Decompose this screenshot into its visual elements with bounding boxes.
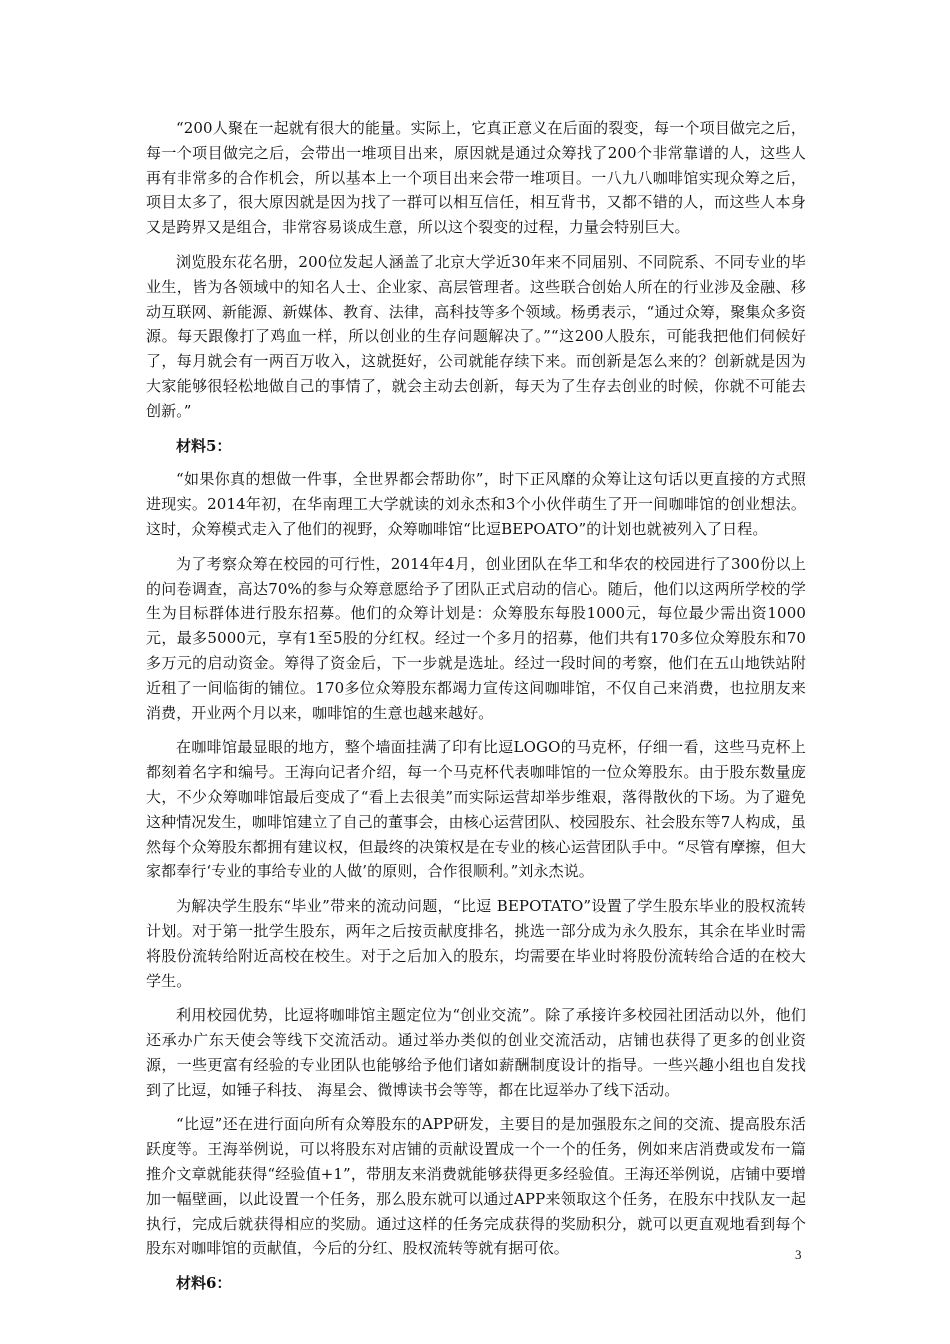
paragraph: 为解决学生股东“毕业”带来的流动问题，“比逗 BEPOTATO”设置了学生股东毕业的股权流转计划。对于第一批学生股东，两年之后按贡献度排名，挑选一部分成为永久股东，其余在毕业时需将股份流转给附近高校在校生。对于之后加入的股东，均需要在毕业时将股份流转给合适的在校大学生。	[146, 897, 806, 990]
paragraph: 利用校园优势，比逗将咖啡馆主题定位为“创业交流”。除了承接许多校园社团活动以外，他们还承办广东天使会等线下交流活动。通过举办类似的创业交流活动，店铺也获得了更多的创业资源，一些更富有经验的专业团队也能够给予他们诸如薪酬制度设计的指导。一些兴趣小组也自发找到了比逗，如锤子科技、 海星会、微博读书会等等，都在比逗举办了线下活动。	[146, 1006, 806, 1099]
document-body	[146, 116, 806, 1305]
page-number: 3	[795, 1247, 802, 1262]
paragraph: “比逗”还在进行面向所有众筹股东的APP研发，主要目的是加强股东之间的交流、提高股东活跃度等。王海举例说，可以将股东对店铺的贡献设置成一个一个的任务，例如来店消费或发布一篇推介文章就能获得“经验值+1”，带朋友来消费就能够获得更多经验值。王海还举例说，店铺中要增加一幅壁画，以此设置一个任务，那么股东就可以通过APP来领取这个任务，在股东中找队友一起执行，完成后就获得相应的奖励。通过这样的任务完成获得的奖励积分，就可以更直观地看到每个股东对咖啡馆的贡献值，今后的分红、股权流转等就有据可依。	[146, 1115, 806, 1258]
section-heading: 材料6：	[176, 1274, 232, 1293]
paragraph: “如果你真的想做一件事，全世界都会帮助你”，时下正风靡的众筹让这句话以更直接的方式照进现实。2014年初，在华南理工大学就读的刘永杰和3个小伙伴萌生了开一间咖啡馆的创业想法。这时，众筹模式走入了他们的视野，众筹咖啡馆“比逗BEPOATO”的计划也就被列入了日程。	[146, 470, 806, 538]
paragraph: 浏览股东花名册，200位发起人涵盖了北京大学近30年来不同届别、不同院系、不同专业的毕业生，皆为各领域中的知名人士、企业家、高层管理者。这些联合创始人所在的行业涉及金融、移动互联网、新能源、新媒体、教育、法律，高科技等多个领域。杨勇表示，“通过众筹，聚集众多资源。每天跟像打了鸡血一样，所以创业的生存问题解决了。”“这200人股东，可能我把他们伺候好了，每月就会有一两百万收入，这就挺好，公司就能存续下来。而创新是怎么来的？创新就是因为大家能够很轻松地做自己的事情了，就会主动去创新，每天为了生存去创业的时候，你就不可能去创新。”	[146, 252, 806, 420]
section-heading: 材料5：	[176, 436, 232, 455]
paragraph: “200人聚在一起就有很大的能量。实际上，它真正意义在后面的裂变，每一个项目做完之后，每一个项目做完之后，会带出一堆项目出来，原因就是通过众筹找了200个非常靠谱的人，这些人再有非常多的合作机会，所以基本上一个项目出来会带一堆项目。一八九八咖啡馆实现众筹之后，项目太多了，很大原因就是因为找了一群可以相互信任，相互背书，又都不错的人，而这些人本身又是跨界又是组合，非常容易谈成生意，所以这个裂变的过程，力量会特别巨大。	[146, 119, 806, 237]
paragraph: 在咖啡馆最显眼的地方，整个墙面挂满了印有比逗LOGO的马克杯，仔细一看，这些马克杯上都刻着名字和编号。王海向记者介绍，每一个马克杯代表咖啡馆的一位众筹股东。由于股东数量庞大，不少众筹咖啡馆最后变成了“看上去很美”而实际运营却举步维艰，落得散伙的下场。为了避免这种情况发生，咖啡馆建立了自己的董事会，由核心运营团队、校园股东、社会股东等7人构成，虽然每个众筹股东都拥有建议权，但最终的决策权是在专业的核心运营团队手中。“尽管有摩擦，但大家都奉行‘专业的事给专业的人做’的原则，合作很顺利。”刘永杰说。	[146, 738, 806, 881]
paragraph: 为了考察众筹在校园的可行性，2014年4月，创业团队在华工和华农的校园进行了300份以上的问卷调查，高达70%的参与众筹意愿给予了团队正式启动的信心。随后，他们以这两所学校的学生为目标群体进行股东招募。他们的众筹计划是：众筹股东每股1000元，每位最少需出资1000元，最多5000元，享有1至5股的分红权。经过一个多月的招募，他们共有170多位众筹股东和70多万元的启动资金。筹得了资金后，下一步就是选址。经过一段时间的考察，他们在五山地铁站附近租了一间临街的铺位。170多位众筹股东都竭力宣传这间咖啡馆，不仅自己来消费，也拉朋友来消费，开业两个月以来，咖啡馆的生意也越来越好。	[146, 554, 806, 722]
